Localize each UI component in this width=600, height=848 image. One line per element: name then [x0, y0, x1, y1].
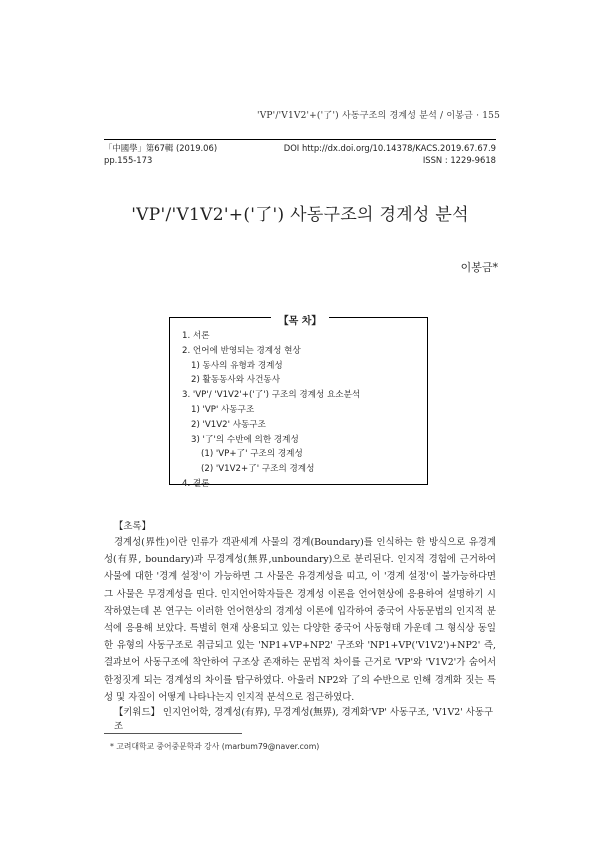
page-range: pp.155-173	[104, 155, 153, 165]
toc-item: 1) 'VP' 사동구조	[191, 404, 255, 415]
toc-item: (1) 'VP+了' 구조의 경계성	[201, 449, 303, 460]
toc-item: 1) 동사의 유형과 경계성	[191, 360, 283, 371]
toc-item: 2. 언어에 반영되는 경계성 현상	[182, 345, 301, 356]
toc-heading-wrap	[0, 309, 600, 328]
abstract-label: 【초록】	[114, 521, 151, 532]
toc-item: 3. 'VP'/ 'V1V2'+('了') 구조의 경계성 요소분석	[182, 390, 361, 401]
footnote-divider	[104, 733, 242, 734]
doi: DOI http://dx.doi.org/10.14378/KACS.2019.67.67.9	[283, 143, 496, 153]
toc-item: 2) 활동동사와 사건동사	[191, 375, 280, 386]
issn: ISSN : 1229-9618	[422, 155, 496, 165]
toc-item: 2) 'V1V2' 사동구조	[191, 419, 266, 430]
author: 이봉금*	[460, 261, 498, 274]
toc-item: 3) '了'의 수반에 의한 경계성	[191, 434, 299, 445]
abstract-body: 경계성(界性)이란 인류가 객관세계 사물의 경계(Boundary)를 인식하는 한 방식으로 유경계성(有界, boundary)과 무경계성(無界,unboundary)으로 분리된다. 인지적 경험에 근거하여 사물에 대한 '경계 설정'이 가능하면 그 사물은 유경계성을 띠고, 이 '경계 설정'이 불가능하다면 그 사물은 무경계성을 띤다. 인지언어학자들은 경계성 이론을 언어현상에 응용하여 설명하기 시작하였는데 본 연구는 이러한 언어현상의 경계성 이론에 입각하여 중국어 사동문법의 인지적 분석에 응용해 보았다. 특별히 현재 상용되고 있는 다양한 중국어 사동형태 가운데 그 형식상 동일한 유형의 사동구조로 취급되고 있는 'NP1+VP+NP2' 구조와 'NP1+VP('V1V2')+NP2' 즉, 결과보어 사동구조에 착안하여 구조상 존재하는 문법적 차이를 근거로 'VP'와 'V1V2'가 숨어서 한정짓게 되는 경계성의 차이를 탐구하였다. 아울러 NP2와 了의 수반으로 인해 경계화 짓는 특성 및 자질이 어떻게 나타나는지 인지적 분석으로 접근하였다.	[104, 537, 496, 703]
journal-meta	[104, 139, 496, 166]
toc-item: 1. 서론	[182, 331, 210, 341]
running-head: 'VP'/'V1V2'+('了') 사동구조의 경계성 분석 / 이봉금 · 155	[257, 111, 500, 121]
journal-name: 「中國學」第67輯 (2019.06)	[104, 143, 218, 153]
toc-heading: 【목 차】	[271, 316, 330, 327]
toc-list	[182, 329, 360, 492]
table-of-contents	[169, 317, 428, 489]
toc-item: (2) 'V1V2+了' 구조의 경계성	[201, 464, 315, 475]
footnote: * 고려대학교 중어중문학과 강사 (marbum79@naver.com)	[110, 742, 320, 751]
keywords: 【키워드】 인지언어학, 경계성(有界), 무경계성(無界), 경계화'VP' 사동구조, 'V1V2' 사동구조	[114, 707, 493, 732]
toc-item: 4. 결론	[182, 478, 210, 489]
article-title: 'VP'/'V1V2'+('了') 사동구조의 경계성 분석	[131, 205, 469, 225]
